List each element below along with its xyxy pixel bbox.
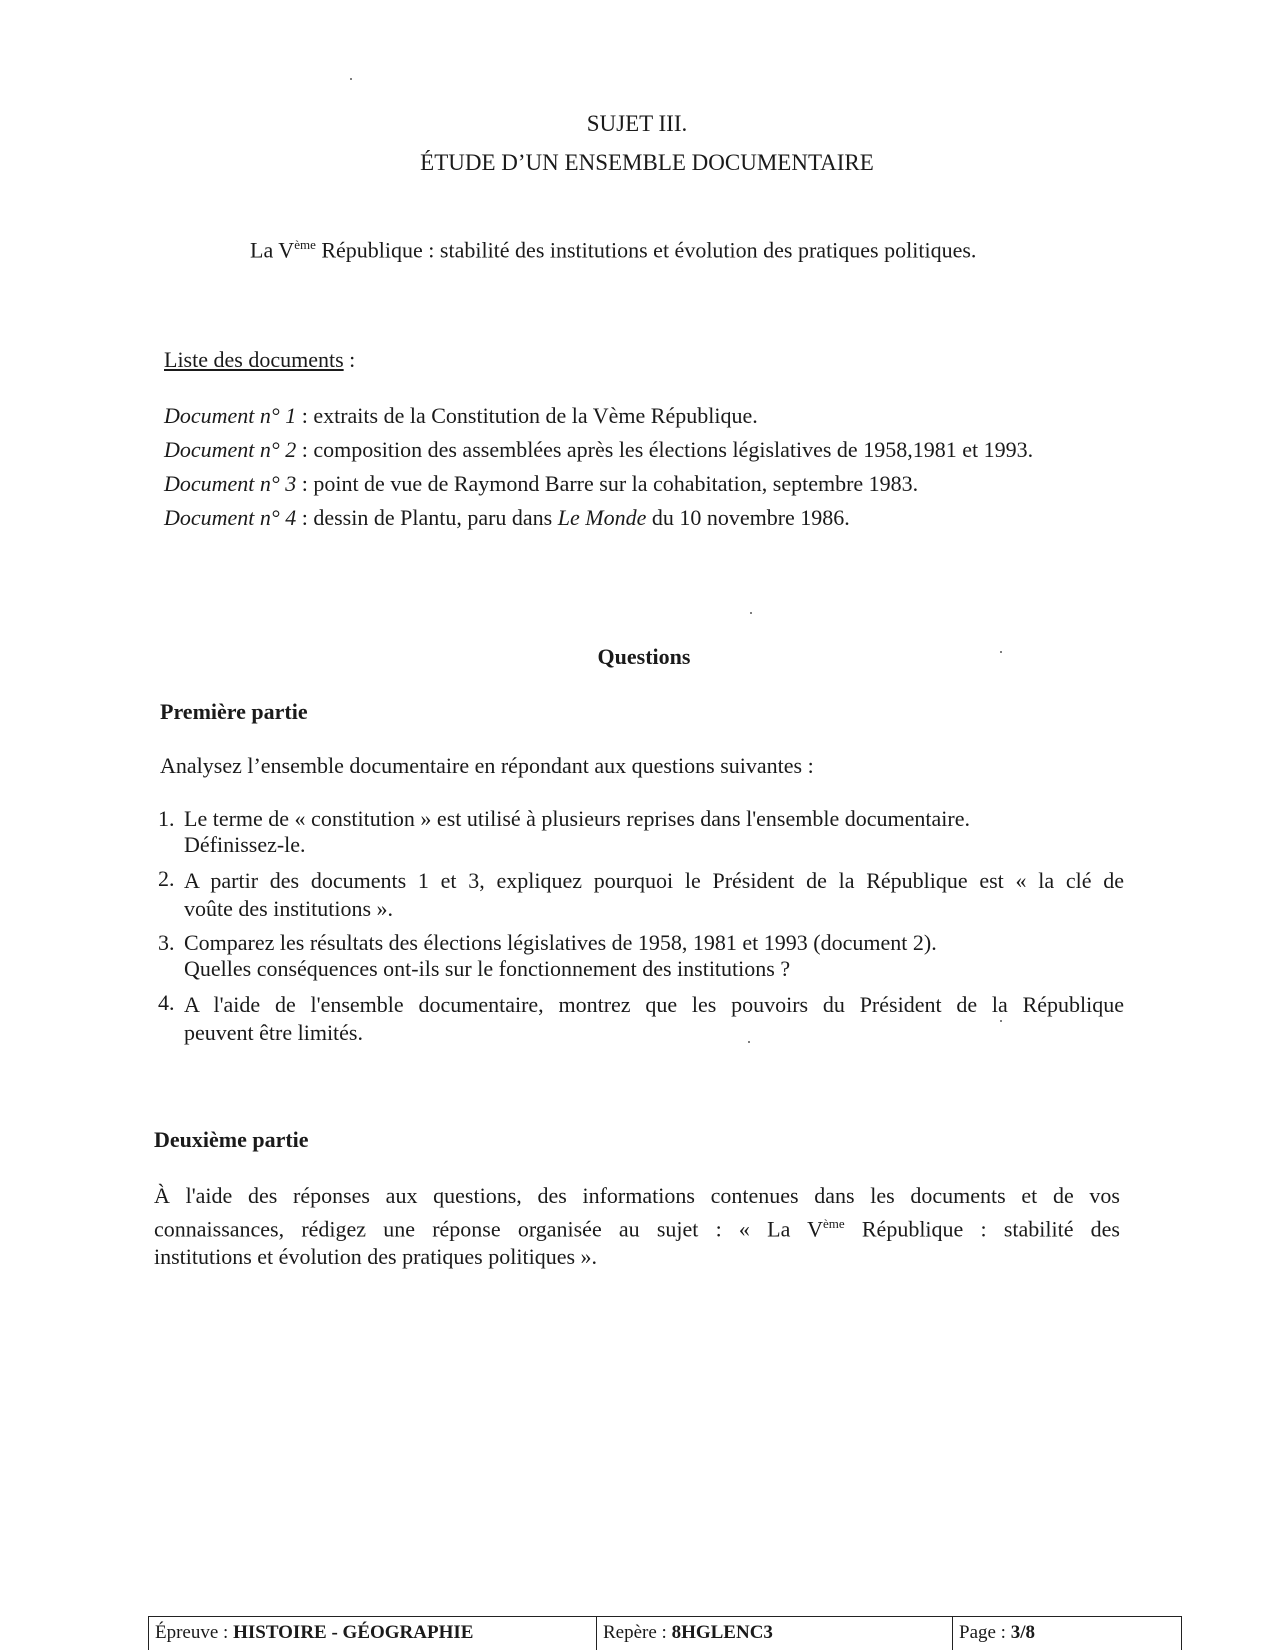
footer-epreuve bbox=[148, 1617, 595, 1650]
footer-repere-value: 8HGLENC3 bbox=[671, 1622, 773, 1643]
topic-prefix: La V bbox=[250, 237, 295, 263]
document-label: Document n° 4 bbox=[164, 505, 297, 530]
document-label: Document n° 3 bbox=[164, 471, 297, 496]
question-line: Définissez-le. bbox=[184, 832, 306, 857]
question-line: peuvent être limités. bbox=[184, 1020, 363, 1045]
question-line: Le terme de « constitution » est utilisé à plusieurs reprises dans l'ensemble documentaire. bbox=[184, 806, 970, 831]
topic-rest: République : stabilité des institutions et évolution des pratiques politiques. bbox=[315, 237, 977, 263]
documents-heading bbox=[164, 347, 355, 373]
document-text: : extraits de la Constitution de la Vème République. bbox=[296, 403, 758, 428]
document-item bbox=[164, 437, 1033, 463]
topic-line bbox=[250, 237, 976, 263]
footer-repere-label: Repère : bbox=[603, 1622, 672, 1643]
question-number: 4. bbox=[158, 990, 175, 1015]
question-line: Comparez les résultats des élections législatives de 1958, 1981 et 1993 (document 2). bbox=[184, 930, 937, 955]
part2-sup: ème bbox=[823, 1216, 845, 1231]
scan-speck bbox=[750, 612, 752, 614]
document-text: : point de vue de Raymond Barre sur la cohabitation, septembre 1983. bbox=[296, 471, 919, 496]
questions-title: Questions bbox=[597, 644, 691, 669]
document-text: : composition des assemblées après les élections législatives de 1958,1981 et 1993. bbox=[296, 437, 1034, 462]
part2-line2-before: connaissances, rédigez une réponse organisée au sujet : « La V bbox=[154, 1216, 824, 1242]
document-text-before: : dessin de Plantu, paru dans bbox=[296, 505, 558, 530]
question-line: A partir des documents 1 et 3, expliquez pourquoi le Président de la République est « la clé de bbox=[184, 868, 1124, 893]
part1-title: Première partie bbox=[160, 699, 308, 724]
question-text bbox=[184, 930, 1124, 982]
documents-heading-suffix: : bbox=[343, 347, 356, 372]
question-text bbox=[184, 990, 1124, 1046]
subject-subtitle: ÉTUDE D’UN ENSEMBLE DOCUMENTAIRE bbox=[420, 150, 874, 175]
part2-line bbox=[154, 1210, 1120, 1243]
document-item bbox=[164, 403, 758, 429]
topic-sup: ème bbox=[294, 237, 316, 252]
document-text-after: du 10 novembre 1986. bbox=[646, 505, 850, 530]
question-text bbox=[184, 806, 1124, 858]
question-text bbox=[184, 866, 1124, 922]
part2-line2-after: République : stabilité des bbox=[844, 1216, 1120, 1242]
footer-repere bbox=[596, 1617, 949, 1650]
footer-page-label: Page : bbox=[959, 1622, 1011, 1643]
question-number: 2. bbox=[158, 866, 175, 891]
document-item bbox=[164, 471, 918, 497]
question-item bbox=[158, 930, 1124, 982]
part2-title: Deuxième partie bbox=[154, 1127, 309, 1152]
document-newspaper: Le Monde bbox=[557, 505, 647, 530]
question-item bbox=[158, 806, 1124, 858]
document-label: Document n° 1 bbox=[164, 403, 297, 428]
page-footer bbox=[148, 1616, 1182, 1650]
question-line: Quelles conséquences ont-ils sur le fonctionnement des institutions ? bbox=[184, 956, 791, 981]
part2-paragraph bbox=[154, 1182, 1120, 1271]
question-item bbox=[158, 866, 1124, 922]
document-label: Document n° 2 bbox=[164, 437, 297, 462]
question-line: voûte des institutions ». bbox=[184, 896, 393, 921]
part2-line: À l'aide des réponses aux questions, des informations contenues dans les documents et de vos bbox=[154, 1183, 1120, 1208]
footer-epreuve-label: Épreuve : bbox=[155, 1622, 234, 1643]
question-number: 3. bbox=[158, 930, 175, 955]
subject-title: SUJET III. bbox=[586, 111, 688, 136]
part1-intro: Analysez l’ensemble documentaire en répondant aux questions suivantes : bbox=[160, 753, 814, 778]
document-item bbox=[164, 505, 850, 531]
question-number: 1. bbox=[158, 806, 175, 831]
scan-speck bbox=[350, 78, 352, 80]
footer-page-value: 3/8 bbox=[1010, 1622, 1035, 1643]
part2-line: institutions et évolution des pratiques politiques ». bbox=[154, 1244, 598, 1270]
footer-page bbox=[952, 1617, 1182, 1650]
documents-heading-label: Liste des documents bbox=[164, 347, 344, 372]
question-item bbox=[158, 990, 1124, 1046]
question-line: A l'aide de l'ensemble documentaire, montrez que les pouvoirs du Président de la République bbox=[184, 992, 1124, 1017]
footer-epreuve-value: HISTOIRE - GÉOGRAPHIE bbox=[233, 1622, 474, 1643]
question-list bbox=[158, 806, 1124, 1046]
